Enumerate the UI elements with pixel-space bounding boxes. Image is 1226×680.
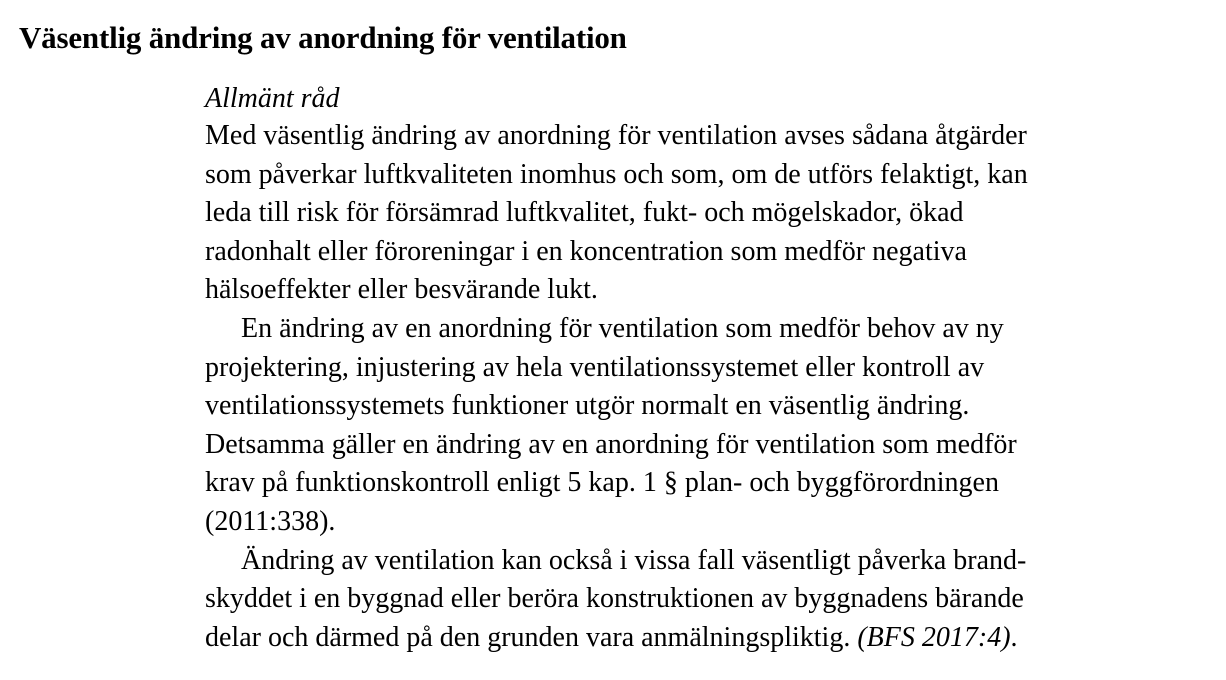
text-line: leda till risk för försämrad luftkvalitet, fukt- och mögelskador, ökad: [205, 197, 964, 229]
text-line: Ändring av ventilation kan också i vissa fall väsentligt påverka brand-: [241, 544, 1027, 576]
paragraph-2: [205, 310, 1205, 542]
text-line: delar och därmed på den grunden vara anmälningspliktig.: [205, 621, 858, 653]
bfs-reference: (BFS 2017:4): [857, 621, 1011, 653]
paragraph-3: [205, 542, 1205, 658]
text-line: radonhalt eller föroreningar i en koncentration som medför negativa: [205, 235, 967, 267]
text-line: krav på funktionskontroll enligt 5 kap. 1 § plan- och byggförordningen: [205, 467, 999, 499]
text-line: Med väsentlig ändring av anordning för ventilation avses sådana åtgärder: [205, 120, 1027, 151]
general-advice-block: [205, 80, 1205, 657]
paragraph-1: [205, 117, 1205, 310]
text-line: hälsoeffekter eller besvärande lukt.: [205, 274, 598, 306]
text-line: (2011:338).: [205, 505, 336, 537]
text-line: Detsamma gäller en ändring av en anordning för ventilation som medför: [205, 428, 1017, 460]
text-line: skyddet i en byggnad eller beröra konstruktionen av byggnadens bärande: [205, 583, 1024, 615]
text-line-with-reference: [205, 619, 1205, 658]
general-advice-label: Allmänt råd: [205, 83, 340, 114]
text-line: projektering, injustering av hela ventilationssystemet eller kontroll av: [205, 351, 985, 383]
text-line: som påverkar luftkvaliteten inomhus och som, om de utförs felaktigt, kan: [205, 158, 1028, 190]
section-heading: Väsentlig ändring av anordning för ventilation: [19, 20, 627, 55]
text-line: En ändring av en anordning för ventilation som medför behov av ny: [241, 312, 1004, 344]
reference-suffix: .: [1010, 621, 1018, 653]
text-line: ventilationssystemets funktioner utgör normalt en väsentlig ändring.: [205, 390, 970, 422]
